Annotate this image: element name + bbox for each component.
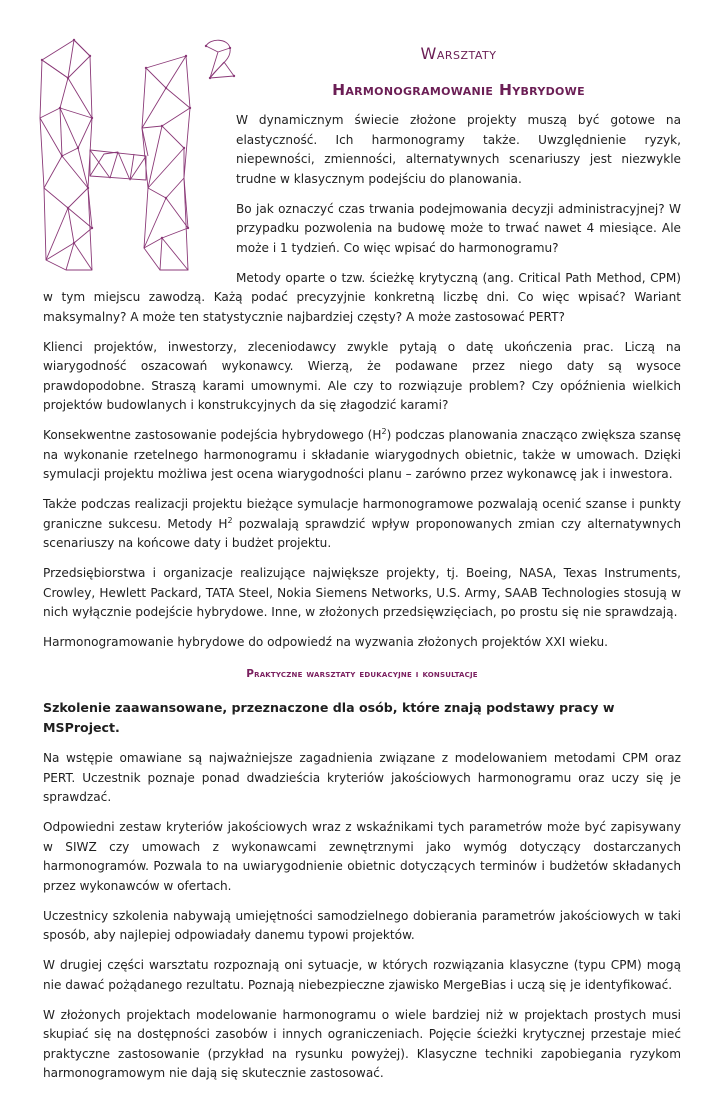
text-segment: ) podczas planowania znacząco zwiększa szansę na wykonanie rzetelnego harmonogramu i składanie wiarygodnych obietnic, także w umowach. Dzięki symulacji projektu możliwa jest ocena wiarygodności planu – zarówno przez wykonawcę jak i inwestora. xyxy=(43,428,681,481)
body-paragraph-hybrid-approach xyxy=(43,426,681,485)
section-title: Warsztaty xyxy=(420,44,497,63)
workshop-subheading: Praktyczne warsztaty edukacyjne i konsultacje xyxy=(246,667,478,680)
document-content xyxy=(43,44,681,1094)
workshop-paragraph-4: W drugiej części warsztatu rozpoznają oni sytuacje, w których rozwiązania klasyczne (typu CPM) mogą nie dawać pożądanego rezultatu. Poznają niebezpieczne zjawisko MergeBias i uczą się je identyfikować. xyxy=(43,958,681,992)
document-header xyxy=(236,44,681,100)
text-segment: Także podczas realizacji projektu bieżące symulacje harmonogramowe pozwalają ocenić szanse i punkty graniczne sukcesu. Metody H xyxy=(43,497,681,531)
workshop-paragraph-3: Uczestnicy szkolenia nabywają umiejętności samodzielnego dobierania parametrów jakościowych w taki sposób, aby najlepiej odpowiadały danemu typowi projektów. xyxy=(43,908,681,942)
body-paragraph-simulation xyxy=(43,495,681,554)
main-title: Harmonogramowanie Hybrydowe xyxy=(332,80,585,99)
workshop-paragraph-2: Odpowiedni zestaw kryteriów jakościowych wraz z wskaźnikami tych parametrów może być zapisywany w SIWZ czy umowach z wykonawcami zewnętrznymi jako wymóg dotyczący dostarczanych harmonogramów. Pozwala to na uwiarygodnienie obietnic dotyczących terminów i budżetów składanych przez wykonawców w ofertach. xyxy=(43,820,681,893)
workshop-paragraph-5: W złożonych projektach modelowanie harmonogramu o wiele bardziej niż w projektach prostych musi skupiać się na dostępności zasobów i innych ograniczeniach. Pojęcie ścieżki krytycznej przestaje mieć praktyczne zastosowanie (przykład na rysunku powyżej). Klasyczne techniki zapobiegania ryzykom harmonogramowym nie dają się skutecznie zastosować. xyxy=(43,1007,681,1080)
intro-paragraph-3: Metody oparte o tzw. ścieżkę krytyczną (ang. Critical Path Method, CPM) w tym miejscu zawodzą. Każą podać precyzyjnie konkretną liczbę dni. Co więc wpisać? Wariant maksymalny? A może ten statystycznie najbardziej częsty? A może zastosować PERT? xyxy=(43,270,681,324)
superscript: 2 xyxy=(227,515,233,525)
course-title: Szkolenie zaawansowane, przeznaczone dla osób, które znają podstawy pracy w MSProject. xyxy=(43,700,615,735)
logo-wrap-spacer xyxy=(43,44,236,276)
body-paragraph-conclusion: Harmonogramowanie hybrydowe do odpowiedź na wyzwania złożonych projektów XXI wieku. xyxy=(43,635,608,649)
superscript: 2 xyxy=(381,427,387,436)
body-paragraph-clients: Klienci projektów, inwestorzy, zleceniodawcy zwykle pytają o datę ukończenia prac. Liczą na wiarygodność oszacowań wykonawcy. Wierzą, że podawane przez niego daty są wysoce prawdopodobne. Straszą karami umownymi. Ale czy to rozwiązuje problem? Czy opóźnienia wielkich projektów budowlanych i konstrukcyjnych da się złagodzić karami? xyxy=(43,339,681,412)
text-segment: Konsekwentne zastosowanie podejścia hybrydowego (H xyxy=(43,428,382,442)
intro-paragraph-1: W dynamicznym świecie złożone projekty muszą być gotowe na elastyczność. Ich harmonogramy także. Uwzględnienie ryzyk, niepewności, zmienności, alternatywnych scenariuszy jest niezwykle trudne w klasycznym podejściu do planowania. xyxy=(236,113,681,186)
workshop-paragraph-1: Na wstępie omawiane są najważniejsze zagadnienia związane z modelowaniem metodami CPM oraz PERT. Uczestnik poznaje ponad dwadzieścia kryteriów jakościowych harmonogramu oraz uczy się je sprawdzać. xyxy=(43,751,681,804)
intro-paragraph-2: Bo jak oznaczyć czas trwania podejmowania decyzji administracyjnej? W przypadku pozwolenia na budowę może to trwać nawet 4 miesiące. Ale może i 1 tydzień. Co więc wpisać do harmonogramu? xyxy=(236,201,681,255)
text-segment: pozwalają sprawdzić wpływ proponowanych zmian czy alternatywnych scenariuszy na końcowe daty i budżet projektu. xyxy=(43,516,681,550)
body-paragraph-companies: Przedsiębiorstwa i organizacje realizujące największe projekty, tj. Boeing, NASA, Texas Instruments, Crowley, Hewlett Packard, TATA Steel, Nokia Siemens Networks, U.S. Army, SAAB Technologies stosują w nich wyłącznie podejście hybrydowe. Inne, w złożonych przedsięwzięciach, po prostu się nie sprawdzają. xyxy=(43,566,681,619)
